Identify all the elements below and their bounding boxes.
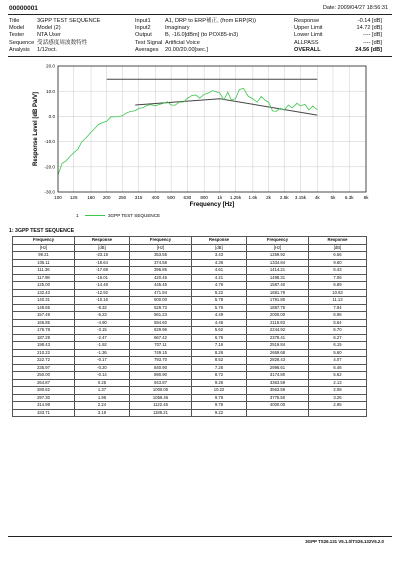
- table-title: 1: 3GPP TEST SEQUENCE: [9, 228, 75, 234]
- table-row: [13, 349, 367, 357]
- x-tick-label: 8k: [363, 195, 369, 200]
- frequency-cell: 111.36: [13, 267, 75, 275]
- info-output-row: [135, 32, 256, 39]
- response-cell: 3.43: [192, 252, 247, 260]
- info-sequence-row: [9, 40, 100, 47]
- info-averages-row: [135, 47, 256, 54]
- header-divider: [8, 14, 392, 15]
- frequency-cell: 99.21: [13, 252, 75, 260]
- info-value: 20.00/20.00[sec.]: [165, 46, 208, 53]
- frequency-cell: 125.00: [13, 282, 75, 290]
- frequency-cell: 396.85: [130, 267, 192, 275]
- frequency-cell: 2996.61: [247, 364, 309, 372]
- info-divider: [8, 56, 392, 57]
- x-axis-label: Frequency [Hz]: [189, 201, 235, 208]
- response-cell: 8.26: [192, 349, 247, 357]
- info-label: Tester: [9, 32, 25, 39]
- response-cell: 6.89: [309, 282, 367, 290]
- table-row: [13, 274, 367, 282]
- table-row: [13, 364, 367, 372]
- frequency-cell: 2000.00: [247, 312, 309, 320]
- frequency-cell: 1059.46: [130, 394, 192, 402]
- info-overall-row: [294, 47, 382, 54]
- info-allpass-row: [294, 40, 382, 47]
- frequency-cell: 561.23: [130, 312, 192, 320]
- table-header-row: [13, 237, 367, 245]
- frequency-cell: 1887.75: [247, 304, 309, 312]
- frequency-cell: 148.65: [13, 304, 75, 312]
- frequency-cell: 529.73: [130, 304, 192, 312]
- plot-grid: [58, 66, 366, 192]
- x-tick-label: 6.3k: [344, 195, 354, 200]
- info-analysis-row: [9, 47, 100, 54]
- response-cell: -17.68: [75, 267, 130, 275]
- response-cell: -2.47: [75, 334, 130, 342]
- frequency-cell: 264.87: [13, 379, 75, 387]
- y-tick-label: 20.0: [46, 63, 55, 69]
- table-row: [13, 319, 367, 327]
- y-tick-label: 0.0: [48, 114, 55, 119]
- frequency-cell: 4000.00: [247, 402, 309, 410]
- info-value: A1, DRP to ERP補正, (from ERP(R)): [165, 18, 256, 24]
- info-value: -0.14 [dB]: [357, 18, 382, 24]
- frequency-cell: 166.85: [13, 319, 75, 327]
- frequency-cell: 1259.92: [247, 252, 309, 260]
- y-tick-label: -30.0: [44, 189, 55, 195]
- response-cell: 1.37: [75, 387, 130, 395]
- frequency-cell: 2118.93: [247, 319, 309, 327]
- info-label: Analysis: [9, 46, 30, 53]
- response-cell: 6.96: [309, 312, 367, 320]
- response-cell: -6.23: [75, 312, 130, 320]
- response-cell: -1.92: [75, 342, 130, 350]
- table-row: [13, 252, 367, 260]
- response-cell: 7.26: [192, 364, 247, 372]
- frequency-cell: 500.00: [130, 297, 192, 305]
- response-cell: 0.25: [75, 379, 130, 387]
- y-axis-label: Response Level [dB Pa/V]: [33, 91, 39, 167]
- response-cell: 4.36: [192, 259, 247, 267]
- response-cell: 2.08: [309, 387, 367, 395]
- response-cell: 2.95: [309, 402, 367, 410]
- frequency-cell: 210.22: [13, 349, 75, 357]
- frequency-cell: 890.90: [130, 372, 192, 380]
- plot-lines: [58, 79, 317, 175]
- response-cell: -0.14: [75, 372, 130, 380]
- frequency-cell: 280.62: [13, 387, 75, 395]
- x-tick-label: 1.6k: [248, 195, 258, 200]
- info-value: NTA User: [37, 32, 61, 39]
- legend-label: 3GPP TEST SEQUENCE: [108, 213, 161, 218]
- info-value: ---- [dB]: [363, 39, 382, 46]
- info-value: Artificial Voice: [165, 39, 200, 46]
- legend-index: 1: [76, 213, 79, 218]
- response-cell: -12.92: [75, 289, 130, 297]
- info-title-row: [9, 18, 100, 25]
- frequency-cell: 176.78: [13, 327, 75, 335]
- response-cell: 4.07: [309, 357, 367, 365]
- response-cell: -0.17: [75, 357, 130, 365]
- info-upper-limit-row: [294, 25, 382, 32]
- response-cell: 5.64: [309, 319, 367, 327]
- table-row: [13, 409, 367, 417]
- response-cell: 4.61: [192, 267, 247, 275]
- response-cell: -23.18: [75, 252, 130, 260]
- frequency-cell: 2669.68: [247, 349, 309, 357]
- info-value: 24.56 [dB]: [355, 46, 382, 53]
- frequency-cell: 840.90: [130, 364, 192, 372]
- info-label: Title: [9, 18, 20, 24]
- header-response: Response: [75, 237, 130, 245]
- response-cell: -4.90: [75, 319, 130, 327]
- response-cell: 9.78: [192, 394, 247, 402]
- response-cell: 6.27: [309, 334, 367, 342]
- response-cell: 5.22: [192, 289, 247, 297]
- frequency-cell: 793.70: [130, 357, 192, 365]
- frequency-cell: 2378.41: [247, 334, 309, 342]
- response-cell: 5.76: [192, 304, 247, 312]
- table-row: [13, 342, 367, 350]
- header-frequency: Frequency: [247, 237, 309, 245]
- response-cell: -8.32: [75, 304, 130, 312]
- frequency-cell: 943.87: [130, 379, 192, 387]
- response-cell: -1.36: [75, 349, 130, 357]
- response-cell: 4.76: [192, 282, 247, 290]
- response-cell: 5.62: [309, 372, 367, 380]
- response-cell: 10.63: [309, 289, 367, 297]
- response-cell: 7.06: [309, 274, 367, 282]
- info-label: Upper Limit: [294, 25, 323, 32]
- info-input1-row: [135, 18, 256, 25]
- table-row: [13, 379, 367, 387]
- response-cell: 4.46: [192, 319, 247, 327]
- frequency-cell: 2244.92: [247, 327, 309, 335]
- table-row: [13, 394, 367, 402]
- table-row: [13, 372, 367, 380]
- response-cell: 8.52: [192, 357, 247, 365]
- header-frequency: Frequency: [130, 237, 192, 245]
- info-value: 3GPP TEST SEQUENCE: [37, 18, 101, 24]
- unit-hz: [Hz]: [13, 244, 75, 252]
- frequency-cell: 314.98: [13, 402, 75, 410]
- info-label: OVERALL: [294, 46, 321, 53]
- table-row: [13, 304, 367, 312]
- response-cell: 9.26: [192, 379, 247, 387]
- response-table: [12, 236, 367, 417]
- info-label: Response: [294, 18, 320, 24]
- x-tick-label: 1k: [217, 195, 223, 200]
- response-cell: 7.16: [192, 342, 247, 350]
- unit-hz: [Hz]: [130, 244, 192, 252]
- table-row: [13, 357, 367, 365]
- plot-frame: [58, 66, 366, 192]
- table-row: [13, 402, 367, 410]
- response-cell: 6.70: [309, 327, 367, 335]
- frequency-cell: 471.94: [130, 289, 192, 297]
- info-value: 1/12oct.: [37, 46, 57, 53]
- response-cell: 5.62: [192, 327, 247, 335]
- table-row: [13, 387, 367, 395]
- response-cell: [309, 409, 367, 417]
- x-tick-label: 125: [69, 195, 78, 200]
- x-tick-label: 250: [118, 195, 127, 200]
- x-tick-label: 315: [134, 195, 143, 200]
- frequency-cell: 1189.21: [130, 409, 192, 417]
- info-label: Input1: [135, 18, 151, 24]
- info-label: Model: [9, 25, 25, 32]
- frequency-cell: 2828.43: [247, 357, 309, 365]
- frequency-cell: 1498.31: [247, 274, 309, 282]
- response-cell: 11.13: [309, 297, 367, 305]
- x-tick-label: 3.15k: [294, 195, 307, 200]
- document-date: Date: 2009/04/27 18:56:31: [322, 5, 388, 11]
- frequency-cell: 222.72: [13, 357, 75, 365]
- info-value: 受話感度周波数特性: [37, 39, 88, 46]
- frequency-cell: 140.31: [13, 297, 75, 305]
- table-row: [13, 327, 367, 335]
- info-value: 14.72 [dB]: [356, 25, 382, 32]
- info-input2-row: [135, 25, 256, 32]
- unit-hz: [Hz]: [247, 244, 309, 252]
- frequency-cell: 1000.00: [130, 387, 192, 395]
- frequency-cell: 132.43: [13, 289, 75, 297]
- frequency-cell: 420.45: [130, 274, 192, 282]
- response-cell: 6.15: [309, 342, 367, 350]
- frequency-cell: 3563.59: [247, 387, 309, 395]
- info-lower-limit-row: [294, 32, 382, 39]
- frequency-cell: 198.43: [13, 342, 75, 350]
- info-label: Input2: [135, 25, 151, 32]
- info-model-row: [9, 25, 100, 32]
- table-row: [13, 289, 367, 297]
- info-response-row: [294, 18, 382, 25]
- table-row: [13, 334, 367, 342]
- info-value: Model (2): [37, 25, 61, 32]
- frequency-cell: 1122.46: [130, 402, 192, 410]
- frequency-cell: 250.00: [13, 372, 75, 380]
- response-cell: 6.56: [309, 252, 367, 260]
- table-units-row: [13, 244, 367, 252]
- y-tick-label: 10.0: [46, 88, 55, 94]
- frequency-cell: 1681.79: [247, 289, 309, 297]
- response-cell: 5.78: [192, 297, 247, 305]
- header-response: Response: [309, 237, 367, 245]
- y-tick-labels: [45, 64, 56, 195]
- frequency-cell: 187.29: [13, 334, 75, 342]
- y-tick-label: -20.0: [44, 164, 55, 170]
- footer-divider: [8, 536, 392, 537]
- info-left: [9, 18, 100, 54]
- info-middle: [135, 18, 256, 54]
- response-cell: -16.01: [75, 274, 130, 282]
- unit-db: [dB]: [309, 244, 367, 252]
- response-cell: 3.19: [75, 409, 130, 417]
- x-tick-label: 500: [167, 195, 175, 200]
- header-response: Response: [192, 237, 247, 245]
- info-value: Imaginary: [165, 25, 190, 32]
- response-cell: 10.22: [192, 387, 247, 395]
- info-value: B, -16.0[dBm] (to POX85-in3): [165, 32, 239, 39]
- response-cell: -10.16: [75, 297, 130, 305]
- x-tick-label: 100: [54, 195, 62, 200]
- response-cell: 3.25: [309, 394, 367, 402]
- response-cell: 9.76: [192, 402, 247, 410]
- frequency-cell: 3174.80: [247, 372, 309, 380]
- x-tick-label: 4k: [314, 195, 320, 200]
- response-cell: 1.96: [75, 394, 130, 402]
- frequency-cell: 445.45: [130, 282, 192, 290]
- response-cell: 2.13: [309, 379, 367, 387]
- frequency-cell: 707.11: [130, 342, 192, 350]
- response-cell: 7.94: [309, 304, 367, 312]
- info-label: Lower Limit: [294, 32, 323, 39]
- frequency-cell: 1781.80: [247, 297, 309, 305]
- info-label: Test Signal: [135, 39, 163, 46]
- response-cell: 2.24: [75, 402, 130, 410]
- x-tick-labels: [54, 195, 369, 200]
- frequency-cell: 353.55: [130, 252, 192, 260]
- table-row: [13, 282, 367, 290]
- x-tick-label: 200: [102, 195, 111, 200]
- info-value: ---- [dB]: [363, 32, 382, 39]
- info-label: Averages: [135, 46, 159, 53]
- x-tick-label: 2.5k: [279, 195, 289, 200]
- frequency-cell: 117.98: [13, 274, 75, 282]
- info-right: [294, 18, 382, 54]
- response-cell: 5.60: [309, 349, 367, 357]
- response-cell: -0.20: [75, 364, 130, 372]
- frequency-cell: 297.30: [13, 394, 75, 402]
- frequency-cell: 374.58: [130, 259, 192, 267]
- response-cell: 6.76: [192, 334, 247, 342]
- response-cell: -3.15: [75, 327, 130, 335]
- document-id: 00000001: [9, 5, 38, 12]
- response-cell: 6.46: [309, 364, 367, 372]
- x-tick-label: 1.25k: [229, 195, 242, 200]
- frequency-cell: 667.42: [130, 334, 192, 342]
- table-row: [13, 267, 367, 275]
- info-label: ALLPASS: [294, 39, 319, 46]
- frequency-cell: 594.60: [130, 319, 192, 327]
- frequency-cell: 1334.84: [247, 259, 309, 267]
- x-tick-label: 160: [87, 195, 95, 200]
- info-test-signal-row: [135, 40, 256, 47]
- footer-standard: 3GPP TS26.131 V5.1.0/TS26.132V5.2.0: [305, 539, 384, 544]
- response-cell: -14.48: [75, 282, 130, 290]
- response-cell: 9.60: [309, 259, 367, 267]
- table-row: [13, 312, 367, 320]
- frequency-cell: 749.15: [130, 349, 192, 357]
- response-cell: 9.22: [192, 409, 247, 417]
- unit-db: [dB]: [192, 244, 247, 252]
- frequency-cell: 333.71: [13, 409, 75, 417]
- y-tick-label: -10.0: [44, 139, 55, 145]
- frequency-cell: [247, 409, 309, 417]
- frequency-cell: 157.49: [13, 312, 75, 320]
- frequency-cell: 1587.40: [247, 282, 309, 290]
- response-chart: [0, 58, 400, 224]
- x-tick-label: 630: [183, 195, 192, 200]
- info-tester-row: [9, 32, 100, 39]
- table-row: [13, 259, 367, 267]
- frequency-cell: 629.96: [130, 327, 192, 335]
- x-tick-label: 5k: [330, 195, 336, 200]
- frequency-cell: 105.11: [13, 259, 75, 267]
- frequency-cell: 2519.84: [247, 342, 309, 350]
- x-tick-label: 800: [200, 195, 208, 200]
- x-tick-label: 2k: [266, 195, 271, 200]
- table-row: [13, 297, 367, 305]
- x-tick-label: 400: [151, 195, 160, 200]
- response-cell: -18.64: [75, 259, 130, 267]
- response-cell: 4.21: [192, 274, 247, 282]
- response-cell: 8.72: [192, 372, 247, 380]
- header-frequency: Frequency: [13, 237, 75, 245]
- frequency-cell: 1414.21: [247, 267, 309, 275]
- limit-line: [135, 99, 317, 115]
- info-label: Sequence: [9, 39, 35, 46]
- response-cell: 4.49: [192, 312, 247, 320]
- info-label: Output: [135, 32, 152, 39]
- frequency-cell: 235.97: [13, 364, 75, 372]
- frequency-cell: 3363.59: [247, 379, 309, 387]
- unit-db: [dB]: [75, 244, 130, 252]
- response-cell: 6.43: [309, 267, 367, 275]
- frequency-cell: 3775.50: [247, 394, 309, 402]
